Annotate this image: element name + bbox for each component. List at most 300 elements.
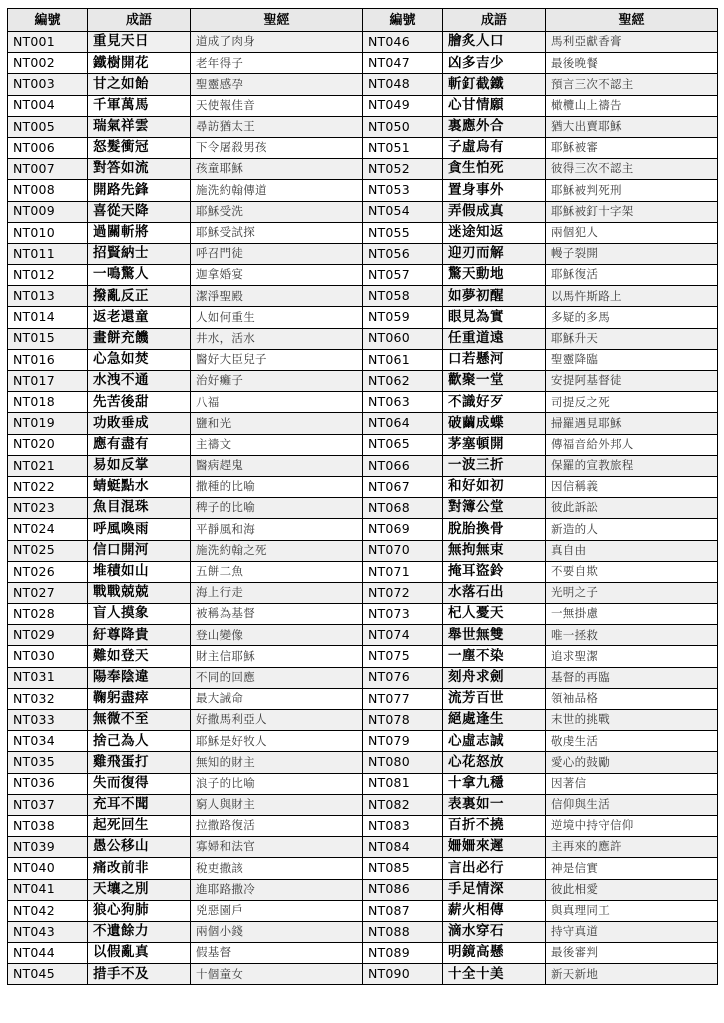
- cell-idiom-left: 千軍萬馬: [88, 95, 191, 116]
- cell-id-right: NT075: [363, 646, 443, 667]
- cell-id-right: NT055: [363, 222, 443, 243]
- cell-idiom-left: 對答如流: [88, 159, 191, 180]
- cell-idiom-right: 無拘無束: [443, 540, 546, 561]
- cell-id-right: NT059: [363, 307, 443, 328]
- cell-id-left: NT025: [8, 540, 88, 561]
- cell-id-right: NT063: [363, 392, 443, 413]
- cell-id-right: NT069: [363, 519, 443, 540]
- cell-idiom-right: 言出必行: [443, 858, 546, 879]
- cell-id-left: NT009: [8, 201, 88, 222]
- cell-bible-right: 橄欖山上禱告: [546, 95, 718, 116]
- table-row: [8, 752, 718, 773]
- table-row: [8, 943, 718, 964]
- cell-idiom-left: 先苦後甜: [88, 392, 191, 413]
- cell-bible-left: 窮人與財主: [191, 794, 363, 815]
- cell-idiom-right: 心甘情願: [443, 95, 546, 116]
- cell-id-left: NT013: [8, 286, 88, 307]
- cell-id-right: NT090: [363, 964, 443, 985]
- cell-bible-left: 無知的財主: [191, 752, 363, 773]
- table-row: [8, 286, 718, 307]
- cell-idiom-right: 流芳百世: [443, 688, 546, 709]
- cell-bible-left: 稗子的比喻: [191, 498, 363, 519]
- cell-idiom-left: 應有盡有: [88, 434, 191, 455]
- cell-bible-right: 彼此訴訟: [546, 498, 718, 519]
- cell-bible-left: 耶穌是好牧人: [191, 731, 363, 752]
- table-row: [8, 455, 718, 476]
- cell-idiom-right: 水落石出: [443, 582, 546, 603]
- header-idiom-right: 成語: [443, 9, 546, 32]
- cell-id-left: NT045: [8, 964, 88, 985]
- cell-id-left: NT018: [8, 392, 88, 413]
- cell-idiom-left: 畫餅充饑: [88, 328, 191, 349]
- cell-bible-right: 多疑的多馬: [546, 307, 718, 328]
- cell-idiom-left: 功敗垂成: [88, 413, 191, 434]
- cell-idiom-left: 紆尊降貴: [88, 625, 191, 646]
- cell-bible-left: 鹽和光: [191, 413, 363, 434]
- cell-idiom-right: 心花怒放: [443, 752, 546, 773]
- cell-id-right: NT081: [363, 773, 443, 794]
- cell-bible-left: 平靜風和海: [191, 519, 363, 540]
- cell-idiom-right: 和好如初: [443, 476, 546, 497]
- cell-id-left: NT014: [8, 307, 88, 328]
- cell-idiom-right: 眼見為實: [443, 307, 546, 328]
- table-row: [8, 307, 718, 328]
- table-row: [8, 95, 718, 116]
- cell-id-left: NT036: [8, 773, 88, 794]
- cell-bible-left: 井水，活水: [191, 328, 363, 349]
- cell-bible-left: 八福: [191, 392, 363, 413]
- cell-id-right: NT071: [363, 561, 443, 582]
- table-row: [8, 900, 718, 921]
- cell-bible-left: 老年得子: [191, 53, 363, 74]
- cell-id-left: NT008: [8, 180, 88, 201]
- cell-idiom-left: 陽奉陰違: [88, 667, 191, 688]
- cell-idiom-left: 返老還童: [88, 307, 191, 328]
- cell-bible-right: 聖靈降臨: [546, 349, 718, 370]
- table-header: [8, 9, 718, 32]
- cell-bible-right: 最後審判: [546, 943, 718, 964]
- table-row: [8, 53, 718, 74]
- cell-idiom-left: 水洩不通: [88, 371, 191, 392]
- cell-bible-right: 唯一拯救: [546, 625, 718, 646]
- cell-bible-left: 財主信耶穌: [191, 646, 363, 667]
- table-row: [8, 646, 718, 667]
- header-id-left: 編號: [8, 9, 88, 32]
- cell-idiom-left: 開路先鋒: [88, 180, 191, 201]
- cell-id-left: NT038: [8, 815, 88, 836]
- table-row: [8, 710, 718, 731]
- table-row: [8, 879, 718, 900]
- table-row: [8, 794, 718, 815]
- cell-idiom-right: 心虛志誠: [443, 731, 546, 752]
- cell-idiom-left: 重見天日: [88, 32, 191, 53]
- cell-idiom-right: 百折不撓: [443, 815, 546, 836]
- cell-idiom-left: 不遺餘力: [88, 921, 191, 942]
- cell-id-right: NT079: [363, 731, 443, 752]
- cell-idiom-right: 薪火相傳: [443, 900, 546, 921]
- cell-bible-left: 治好癱子: [191, 371, 363, 392]
- cell-bible-right: 敬虔生活: [546, 731, 718, 752]
- cell-id-right: NT051: [363, 137, 443, 158]
- cell-idiom-left: 難如登天: [88, 646, 191, 667]
- cell-id-left: NT032: [8, 688, 88, 709]
- table-row: [8, 731, 718, 752]
- cell-bible-left: 孩童耶穌: [191, 159, 363, 180]
- cell-idiom-right: 子虛烏有: [443, 137, 546, 158]
- cell-idiom-right: 明鏡高懸: [443, 943, 546, 964]
- cell-bible-left: 被稱為基督: [191, 604, 363, 625]
- cell-idiom-left: 起死回生: [88, 815, 191, 836]
- cell-id-right: NT046: [363, 32, 443, 53]
- table-row: [8, 964, 718, 985]
- cell-bible-left: 耶穌受試探: [191, 222, 363, 243]
- cell-id-right: NT056: [363, 243, 443, 264]
- table-row: [8, 159, 718, 180]
- cell-id-left: NT026: [8, 561, 88, 582]
- cell-id-right: NT053: [363, 180, 443, 201]
- cell-idiom-right: 迷途知返: [443, 222, 546, 243]
- cell-id-right: NT077: [363, 688, 443, 709]
- idiom-bible-table: [7, 8, 718, 985]
- table-row: [8, 540, 718, 561]
- table-row: [8, 413, 718, 434]
- cell-bible-left: 尋訪猶太王: [191, 116, 363, 137]
- cell-id-left: NT020: [8, 434, 88, 455]
- cell-idiom-left: 無微不至: [88, 710, 191, 731]
- table-row: [8, 392, 718, 413]
- cell-id-left: NT022: [8, 476, 88, 497]
- header-bible-left: 聖經: [191, 9, 363, 32]
- cell-id-right: NT070: [363, 540, 443, 561]
- cell-bible-right: 逆境中持守信仰: [546, 815, 718, 836]
- cell-idiom-right: 任重道遠: [443, 328, 546, 349]
- cell-idiom-right: 手足情深: [443, 879, 546, 900]
- cell-bible-right: 光明之子: [546, 582, 718, 603]
- cell-idiom-left: 招賢納士: [88, 243, 191, 264]
- cell-id-left: NT042: [8, 900, 88, 921]
- table-row: [8, 815, 718, 836]
- cell-bible-left: 迦拿婚宴: [191, 265, 363, 286]
- table-row: [8, 265, 718, 286]
- cell-bible-right: 以馬忤斯路上: [546, 286, 718, 307]
- cell-bible-right: 因著信: [546, 773, 718, 794]
- cell-id-right: NT066: [363, 455, 443, 476]
- cell-bible-right: 耶穌被釘十字架: [546, 201, 718, 222]
- cell-idiom-right: 茅塞頓開: [443, 434, 546, 455]
- cell-idiom-right: 迎刃而解: [443, 243, 546, 264]
- cell-id-left: NT035: [8, 752, 88, 773]
- cell-idiom-right: 滴水穿石: [443, 921, 546, 942]
- cell-bible-right: 猶大出賣耶穌: [546, 116, 718, 137]
- cell-id-left: NT021: [8, 455, 88, 476]
- cell-id-left: NT002: [8, 53, 88, 74]
- cell-id-right: NT074: [363, 625, 443, 646]
- cell-bible-left: 醫病趕鬼: [191, 455, 363, 476]
- cell-id-left: NT006: [8, 137, 88, 158]
- cell-idiom-left: 鞠躬盡瘁: [88, 688, 191, 709]
- cell-idiom-right: 如夢初醒: [443, 286, 546, 307]
- cell-id-left: NT015: [8, 328, 88, 349]
- cell-bible-right: 司提反之死: [546, 392, 718, 413]
- cell-idiom-right: 一波三折: [443, 455, 546, 476]
- cell-id-right: NT047: [363, 53, 443, 74]
- cell-idiom-left: 怒髮衝冠: [88, 137, 191, 158]
- cell-bible-left: 十個童女: [191, 964, 363, 985]
- cell-idiom-left: 愚公移山: [88, 837, 191, 858]
- cell-idiom-right: 凶多吉少: [443, 53, 546, 74]
- table-row: [8, 688, 718, 709]
- cell-bible-left: 寡婦和法官: [191, 837, 363, 858]
- cell-id-right: NT086: [363, 879, 443, 900]
- cell-bible-left: 撒種的比喻: [191, 476, 363, 497]
- cell-idiom-left: 鐵樹開花: [88, 53, 191, 74]
- table-row: [8, 921, 718, 942]
- cell-bible-left: 最大誡命: [191, 688, 363, 709]
- cell-id-right: NT060: [363, 328, 443, 349]
- cell-idiom-left: 充耳不聞: [88, 794, 191, 815]
- cell-id-right: NT050: [363, 116, 443, 137]
- cell-bible-left: 兇惡園戶: [191, 900, 363, 921]
- cell-bible-right: 基督的再臨: [546, 667, 718, 688]
- table-row: [8, 434, 718, 455]
- table-row: [8, 604, 718, 625]
- cell-idiom-left: 喜從天降: [88, 201, 191, 222]
- cell-bible-right: 耶穌被審: [546, 137, 718, 158]
- cell-bible-right: 持守真道: [546, 921, 718, 942]
- cell-id-left: NT004: [8, 95, 88, 116]
- cell-id-right: NT058: [363, 286, 443, 307]
- cell-idiom-right: 破繭成蝶: [443, 413, 546, 434]
- cell-id-left: NT007: [8, 159, 88, 180]
- cell-idiom-right: 脫胎換骨: [443, 519, 546, 540]
- cell-idiom-left: 呼風喚雨: [88, 519, 191, 540]
- cell-idiom-right: 驚天動地: [443, 265, 546, 286]
- cell-bible-left: 浪子的比喻: [191, 773, 363, 794]
- cell-bible-left: 施洗約翰傳道: [191, 180, 363, 201]
- cell-id-left: NT041: [8, 879, 88, 900]
- cell-id-right: NT073: [363, 604, 443, 625]
- cell-bible-left: 道成了肉身: [191, 32, 363, 53]
- cell-bible-left: 主禱文: [191, 434, 363, 455]
- cell-id-left: NT005: [8, 116, 88, 137]
- cell-bible-right: 預言三次不認主: [546, 74, 718, 95]
- cell-bible-right: 耶穌復活: [546, 265, 718, 286]
- cell-bible-right: 與真理同工: [546, 900, 718, 921]
- cell-id-right: NT057: [363, 265, 443, 286]
- table-row: [8, 561, 718, 582]
- cell-bible-left: 聖靈感孕: [191, 74, 363, 95]
- table-row: [8, 837, 718, 858]
- cell-id-right: NT065: [363, 434, 443, 455]
- cell-id-left: NT010: [8, 222, 88, 243]
- cell-bible-right: 彼此相愛: [546, 879, 718, 900]
- cell-bible-right: 新天新地: [546, 964, 718, 985]
- cell-bible-right: 最後晚餐: [546, 53, 718, 74]
- cell-id-right: NT076: [363, 667, 443, 688]
- cell-id-right: NT068: [363, 498, 443, 519]
- cell-id-right: NT052: [363, 159, 443, 180]
- cell-id-right: NT085: [363, 858, 443, 879]
- table-row: [8, 328, 718, 349]
- table-row: [8, 201, 718, 222]
- cell-idiom-left: 一鳴驚人: [88, 265, 191, 286]
- table-row: [8, 137, 718, 158]
- cell-idiom-left: 捨己為人: [88, 731, 191, 752]
- cell-idiom-right: 置身事外: [443, 180, 546, 201]
- cell-bible-right: 新造的人: [546, 519, 718, 540]
- cell-bible-right: 愛心的鼓勵: [546, 752, 718, 773]
- cell-id-right: NT062: [363, 371, 443, 392]
- cell-id-left: NT023: [8, 498, 88, 519]
- cell-id-left: NT044: [8, 943, 88, 964]
- cell-idiom-right: 對簿公堂: [443, 498, 546, 519]
- cell-bible-right: 末世的挑戰: [546, 710, 718, 731]
- cell-idiom-right: 裏應外合: [443, 116, 546, 137]
- cell-idiom-right: 掩耳盜鈴: [443, 561, 546, 582]
- cell-bible-left: 施洗約翰之死: [191, 540, 363, 561]
- cell-id-right: NT067: [363, 476, 443, 497]
- table-body: [8, 32, 718, 985]
- cell-bible-right: 耶穌升天: [546, 328, 718, 349]
- cell-idiom-left: 痛改前非: [88, 858, 191, 879]
- table-row: [8, 180, 718, 201]
- cell-id-left: NT028: [8, 604, 88, 625]
- cell-bible-left: 醫好大臣兒子: [191, 349, 363, 370]
- cell-idiom-right: 貪生怕死: [443, 159, 546, 180]
- cell-idiom-right: 斬釘截鐵: [443, 74, 546, 95]
- cell-idiom-right: 十全十美: [443, 964, 546, 985]
- cell-id-left: NT030: [8, 646, 88, 667]
- cell-idiom-left: 過關斬將: [88, 222, 191, 243]
- table-row: [8, 74, 718, 95]
- cell-bible-left: 潔淨聖殿: [191, 286, 363, 307]
- cell-idiom-right: 表裏如一: [443, 794, 546, 815]
- cell-idiom-left: 盲人摸象: [88, 604, 191, 625]
- cell-bible-right: 幔子裂開: [546, 243, 718, 264]
- table-row: [8, 476, 718, 497]
- table-row: [8, 498, 718, 519]
- table-row: [8, 773, 718, 794]
- cell-idiom-right: 絕處逢生: [443, 710, 546, 731]
- cell-bible-left: 不同的回應: [191, 667, 363, 688]
- cell-bible-right: 馬利亞獻香膏: [546, 32, 718, 53]
- cell-bible-right: 掃羅遇見耶穌: [546, 413, 718, 434]
- cell-idiom-left: 雞飛蛋打: [88, 752, 191, 773]
- cell-bible-right: 保羅的宣教旅程: [546, 455, 718, 476]
- cell-id-left: NT027: [8, 582, 88, 603]
- cell-id-left: NT019: [8, 413, 88, 434]
- cell-id-left: NT031: [8, 667, 88, 688]
- cell-id-left: NT033: [8, 710, 88, 731]
- cell-idiom-right: 不識好歹: [443, 392, 546, 413]
- cell-id-right: NT088: [363, 921, 443, 942]
- cell-idiom-left: 天壤之別: [88, 879, 191, 900]
- cell-id-left: NT017: [8, 371, 88, 392]
- cell-idiom-right: 弄假成真: [443, 201, 546, 222]
- cell-id-right: NT072: [363, 582, 443, 603]
- cell-id-left: NT037: [8, 794, 88, 815]
- cell-bible-left: 呼召門徒: [191, 243, 363, 264]
- cell-bible-right: 不要自欺: [546, 561, 718, 582]
- cell-idiom-left: 魚目混珠: [88, 498, 191, 519]
- cell-bible-right: 真自由: [546, 540, 718, 561]
- cell-bible-left: 拉撒路復活: [191, 815, 363, 836]
- cell-id-left: NT043: [8, 921, 88, 942]
- cell-id-right: NT080: [363, 752, 443, 773]
- cell-id-left: NT012: [8, 265, 88, 286]
- cell-bible-left: 稅吏撒該: [191, 858, 363, 879]
- cell-bible-left: 天使報佳音: [191, 95, 363, 116]
- cell-bible-left: 好撒馬利亞人: [191, 710, 363, 731]
- cell-id-left: NT001: [8, 32, 88, 53]
- cell-idiom-left: 堆積如山: [88, 561, 191, 582]
- cell-idiom-left: 心急如焚: [88, 349, 191, 370]
- cell-bible-left: 下令屠殺男孩: [191, 137, 363, 158]
- cell-id-right: NT089: [363, 943, 443, 964]
- cell-id-left: NT024: [8, 519, 88, 540]
- cell-idiom-left: 易如反掌: [88, 455, 191, 476]
- cell-idiom-left: 信口開河: [88, 540, 191, 561]
- cell-id-left: NT034: [8, 731, 88, 752]
- cell-idiom-left: 甘之如飴: [88, 74, 191, 95]
- header-idiom-left: 成語: [88, 9, 191, 32]
- table-row: [8, 222, 718, 243]
- cell-idiom-right: 姍姍來遲: [443, 837, 546, 858]
- cell-idiom-left: 蜻蜓點水: [88, 476, 191, 497]
- cell-idiom-left: 撥亂反正: [88, 286, 191, 307]
- cell-bible-right: 神是信實: [546, 858, 718, 879]
- cell-idiom-right: 膾炙人口: [443, 32, 546, 53]
- header-bible-right: 聖經: [546, 9, 718, 32]
- cell-id-right: NT082: [363, 794, 443, 815]
- cell-bible-left: 海上行走: [191, 582, 363, 603]
- cell-id-right: NT064: [363, 413, 443, 434]
- table-row: [8, 116, 718, 137]
- cell-bible-left: 登山變像: [191, 625, 363, 646]
- cell-bible-left: 進耶路撒冷: [191, 879, 363, 900]
- cell-id-right: NT083: [363, 815, 443, 836]
- cell-id-right: NT048: [363, 74, 443, 95]
- table-row: [8, 667, 718, 688]
- cell-idiom-right: 歡聚一堂: [443, 371, 546, 392]
- cell-bible-left: 五餅二魚: [191, 561, 363, 582]
- cell-id-left: NT029: [8, 625, 88, 646]
- cell-id-left: NT040: [8, 858, 88, 879]
- cell-idiom-right: 杞人憂天: [443, 604, 546, 625]
- cell-idiom-right: 一塵不染: [443, 646, 546, 667]
- table-row: [8, 858, 718, 879]
- table-row: [8, 32, 718, 53]
- cell-idiom-right: 刻舟求劍: [443, 667, 546, 688]
- cell-bible-left: 假基督: [191, 943, 363, 964]
- header-row: [8, 9, 718, 32]
- cell-bible-right: 因信稱義: [546, 476, 718, 497]
- cell-bible-right: 一無掛慮: [546, 604, 718, 625]
- cell-bible-right: 信仰與生活: [546, 794, 718, 815]
- cell-id-left: NT016: [8, 349, 88, 370]
- cell-idiom-right: 十拿九穩: [443, 773, 546, 794]
- table-row: [8, 582, 718, 603]
- cell-idiom-left: 以假亂真: [88, 943, 191, 964]
- cell-idiom-right: 舉世無雙: [443, 625, 546, 646]
- cell-idiom-left: 瑞氣祥雲: [88, 116, 191, 137]
- cell-bible-left: 人如何重生: [191, 307, 363, 328]
- table-row: [8, 625, 718, 646]
- cell-bible-right: 追求聖潔: [546, 646, 718, 667]
- cell-bible-right: 兩個犯人: [546, 222, 718, 243]
- cell-id-right: NT054: [363, 201, 443, 222]
- cell-bible-left: 兩個小錢: [191, 921, 363, 942]
